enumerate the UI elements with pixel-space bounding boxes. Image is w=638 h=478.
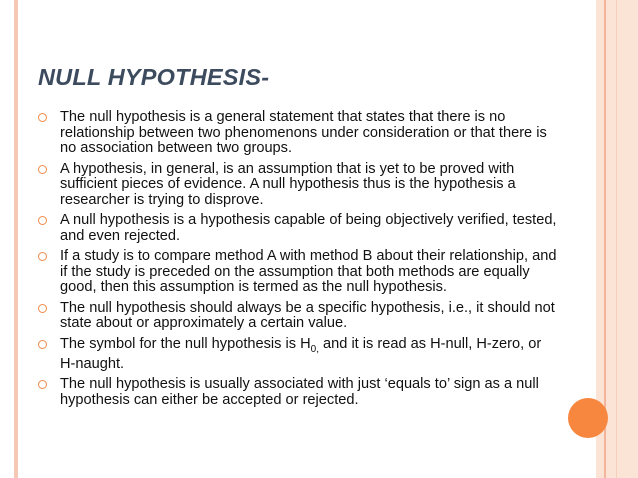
bullet-circle-icon <box>38 113 47 122</box>
bullet-circle-icon <box>38 252 47 261</box>
bullet-item <box>38 377 558 408</box>
bullet-list <box>38 110 558 413</box>
bullet-circle-icon <box>38 304 47 313</box>
bullet-item <box>38 337 558 373</box>
bullet-item <box>38 249 558 296</box>
left-border-decoration <box>14 0 18 478</box>
bullet-text: The null hypothesis is a general statement that states that there is no relationship between two phenomenons under consideration or that there is no association between two groups. <box>60 109 547 156</box>
bullet-circle-icon <box>38 380 47 389</box>
bullet-circle-icon <box>38 340 47 349</box>
bullet-circle-icon <box>38 216 47 225</box>
bullet-text: A hypothesis, in general, is an assumption that is yet to be proved with sufficient pieces of evidence. A null hypothesis thus is the hypothesis a researcher is trying to disprove. <box>60 160 516 208</box>
bullet-text <box>60 336 541 372</box>
orange-circle-decoration <box>568 398 608 438</box>
bullet-text: The null hypothesis is usually associated with just ‘equals to’ sign as a null hypothesis can either be accepted or rejected. <box>60 376 539 408</box>
bullet-item <box>38 301 558 332</box>
subscript-zero: 0, <box>310 343 319 355</box>
bullet-item <box>38 110 558 157</box>
right-band-line <box>616 0 617 478</box>
bullet-circle-icon <box>38 165 47 174</box>
bullet-text: If a study is to compare method A with method B about their relationship, and if the study is preceded on the assumption that both methods are equally good, then this assumption is termed as the null hypothesis. <box>60 248 557 295</box>
bullet-text: A null hypothesis is a hypothesis capable of being objectively verified, tested, and even rejected. <box>60 212 557 244</box>
symbol-text-after: and it is read as H-null, H-zero, or H-naught. <box>60 335 542 372</box>
bullet-item <box>38 162 558 209</box>
slide-title: NULL HYPOTHESIS- <box>38 64 270 90</box>
symbol-text-before: The symbol for the null hypothesis is H <box>60 335 311 352</box>
bullet-text: The null hypothesis should always be a specific hypothesis, i.e., it should not state about or approximately a certain value. <box>60 299 555 331</box>
bullet-item <box>38 213 558 244</box>
